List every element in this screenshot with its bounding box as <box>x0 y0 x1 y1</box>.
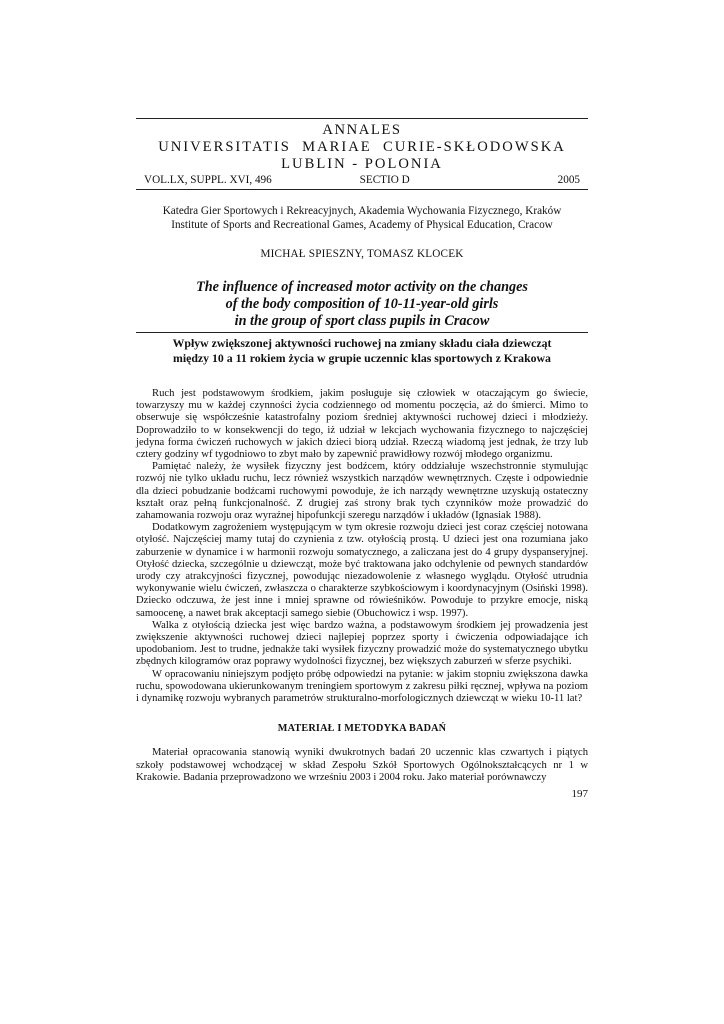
title-pl-line2: między 10 a 11 rokiem życia w grupie uczennic klas sportowych z Krakowa <box>173 351 551 365</box>
authors: MICHAŁ SPIESZNY, TOMASZ KLOCEK <box>260 248 464 260</box>
page-number: 197 <box>571 788 588 801</box>
article-page <box>136 118 588 801</box>
volume-info: VOL.LX, SUPPL. XVI, 496 <box>144 174 272 186</box>
title-polish <box>136 336 588 366</box>
paragraph-3: Dodatkowym zagrożeniem występującym w tym okresie rozwoju dzieci jest coraz częściej notowana otyłość. Najczęściej mamy tutaj do czynienia z tzw. otyłością prostą. U dzieci jest ona rozumiana jako zaburzenie w dynamice i w harmonii rozwoju somatycznego, a zaliczana jest do 4 grupy dyspanseryjnej. Otyłość dziecka, szczególnie u dziewcząt, może być traktowana jako odchylenie od pewnych standardów urody czy atrakcyjności fizycznej, powodując niezadowolenie z własnego wyglądu. Otyłość utrudnia wykonywanie wielu ćwiczeń, zwłaszcza o charakterze szybkościowym i koordynacyjnym (Osiński 1998). Dziecko odczuwa, że jest inne i mniej sprawne od rówieśników. Powoduje to przykre emocje, niską samoocenę, a nawet brak akceptacji samego siebie (Obuchowicz i wsp. 1997). <box>136 522 588 619</box>
journal-name-line2: UNIVERSITATIS MARIAE CURIE-SKŁODOWSKA <box>158 139 566 155</box>
paragraph-1: Ruch jest podstawowym środkiem, jakim posługuje się człowiek w otaczającym go świecie, towarzyszy mu w każdej czynności życia codziennego od momentu poczęcia, aż do śmierci. Mimo to obserwuje się współcześnie katastrofalny poziom średniej aktywności ruchowej dzieci i młodzieży. Doprowadziło to w konsekwencji do tego, iż udział w lekcjach wychowania fizycznego to najczęściej jedyna forma ćwiczeń ruchowych w jakich dzieci biorą udział. Rzeczą wiadomą jest jednak, że trzy lub cztery godziny wf tygodniowo to zbyt mało by zapewnić prawidłowy rozwój młodego organizmu. <box>136 388 588 461</box>
title-rule <box>136 332 588 333</box>
title-en-line3: in the group of sport class pupils in Cracow <box>234 313 490 329</box>
title-pl-line1: Wpływ zwiększonej aktywności ruchowej na zmiany składu ciała dziewcząt <box>172 336 552 350</box>
affiliation-pl: Katedra Gier Sportowych i Rekreacyjnych, Akademia Wychowania Fizycznego, Kraków <box>162 205 562 217</box>
paragraph-2: Pamiętać należy, że wysiłek fizyczny jest bodźcem, który oddziałuje wszechstronnie stymulując rozwój nie tylko układu ruchu, lecz również wszystkich narządów wewnętrznych. Częste i odpowiednie dla dzieci pobudzanie bodźcami ruchowymi powoduje, że ich narządy wewnętrzne uzyskują ostateczny kształt oraz pełną funkcjonalność. Z drugiej zaś strony brak tych czynników może prowadzić do zahamowania rozwoju oraz wyraźnej hipofunkcji szeregu narządów i układów (Ignasiak 1988). <box>136 461 588 522</box>
top-rule <box>136 118 588 119</box>
paragraph-4: Walka z otyłością dziecka jest więc bardzo ważna, a podstawowym środkiem jej prowadzenia jest zwiększenie aktywności ruchowej dzieci najlepiej poprzez sporty i ćwiczenia odpowiadające ich upodobaniom. Jest to trudne, jednakże taki wysiłek fizyczny prowadzić może do systematycznego ubytku zbędnych kilogramów oraz poprawy wydolności fizycznej, bez większych zaburzeń w sferze psychiki. <box>136 619 588 668</box>
section-heading: MATERIAŁ I METODYKA BADAŃ <box>277 723 447 735</box>
section-paragraph-1: Materiał opracowania stanowią wyniki dwukrotnych badań 20 uczennic klas czwartych i piątych szkoły podstawowej wchodzącej w skład Zespołu Szkół Sportowych Ogólnokształcących nr 1 w Krakowie. Badania przeprowadzono we wrześniu 2003 i 2004 roku. Jako materiał porównawczy <box>136 747 588 783</box>
affiliation-en: Institute of Sports and Recreational Games, Academy of Physical Education, Cracow <box>171 219 553 231</box>
journal-name-line1: ANNALES <box>322 122 402 138</box>
year: 2005 <box>557 174 580 186</box>
title-en-line1: The influence of increased motor activity on the changes <box>196 279 528 295</box>
volume-row <box>136 174 588 189</box>
affiliation <box>136 204 588 232</box>
article-body <box>136 388 588 784</box>
header-rule <box>136 189 588 190</box>
journal-name-line3: LUBLIN - POLONIA <box>281 156 443 172</box>
title-en-line2: of the body composition of 10-11-year-old girls <box>225 296 499 312</box>
paragraph-5: W opracowaniu niniejszym podjęto próbę odpowiedzi na pytanie: w jakim stopniu zwiększona dawka ruchu, spowodowana ukierunkowanym treningiem sportowym z zakresu piłki ręcznej, wpływa na poziom i dynamikę rozwoju wybranych parametrów strukturalno-morfologicznych dziewcząt w wieku 10-11 lat? <box>136 668 588 705</box>
section-info: SECTIO D <box>359 174 410 186</box>
journal-header <box>136 122 588 173</box>
title-english <box>136 279 588 330</box>
